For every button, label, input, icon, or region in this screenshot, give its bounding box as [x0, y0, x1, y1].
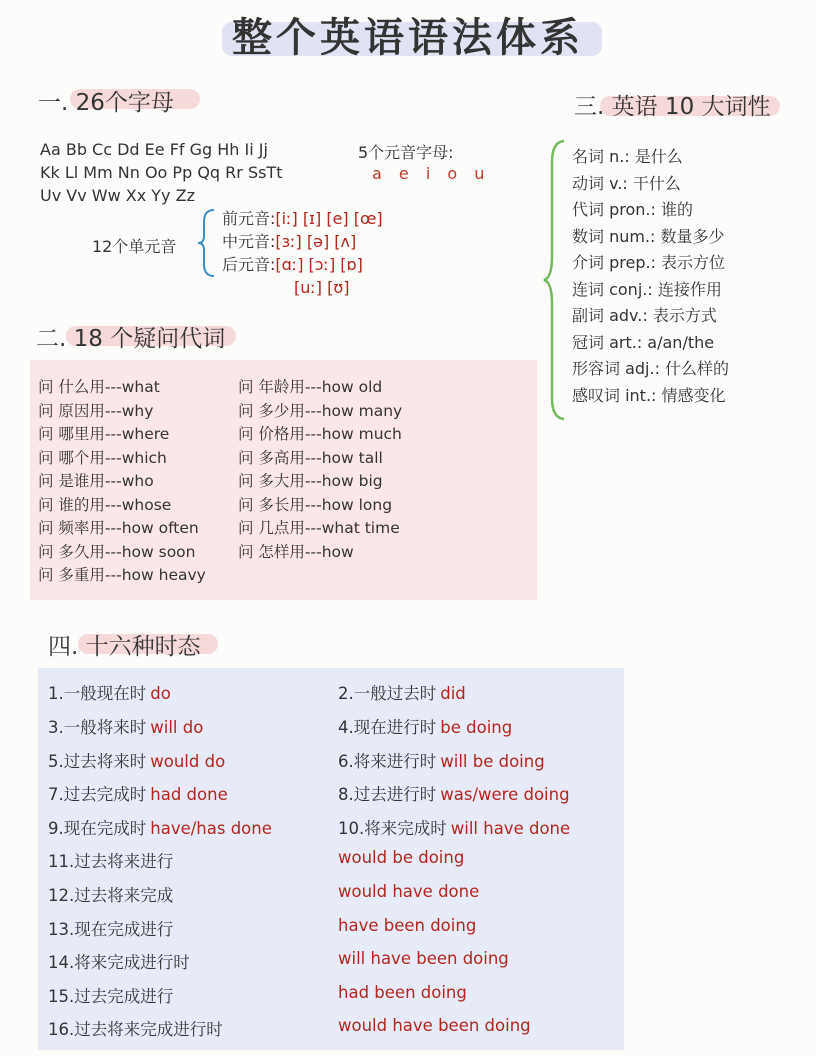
monophthong-brace	[196, 208, 218, 278]
alphabet-row: Aa Bb Cc Dd Ee Ff Gg Hh Ii Jj	[40, 140, 268, 159]
question-word: 问 多大用---how big	[238, 472, 383, 490]
pos-list	[572, 144, 729, 409]
monophthong-row: 后元音:[ɑː] [ɔː] [ɒ]	[222, 255, 363, 274]
tense-item: 3.一般将来时 will do	[48, 718, 204, 737]
pos-item: 代词 pron.: 谁的	[572, 200, 693, 219]
question-word: 问 多久用---how soon	[38, 542, 196, 561]
tense-name: 16.过去将来完成进行时	[48, 1020, 223, 1039]
tense-item: 9.现在完成时 have/has done	[48, 819, 272, 838]
tense-form: would have been doing	[338, 1016, 531, 1035]
tense-item: 2.一般过去时 did	[338, 684, 466, 703]
alphabet-row: Kk Ll Mm Nn Oo Pp Qq Rr SsTt	[40, 163, 283, 182]
question-word: 问 多高用---how tall	[238, 448, 383, 467]
question-word: 问 怎样用---how	[238, 542, 354, 561]
question-word: 问 是谁用---who	[38, 472, 154, 490]
pos-item: 名词 n.: 是什么	[572, 147, 683, 166]
question-word: 问 多长用---how long	[238, 495, 393, 514]
tense-name: 11.过去将来进行	[48, 852, 174, 871]
tense-form: have been doing	[338, 916, 477, 935]
question-word: 问 频率用---how often	[38, 519, 199, 537]
tense-name: 14.将来完成进行时	[48, 953, 190, 972]
vowel-letters: a e i o u	[372, 164, 491, 183]
tense-name: 15.过去完成进行	[48, 987, 174, 1006]
tense-form: would be doing	[338, 848, 465, 867]
tense-item: 7.过去完成时 had done	[48, 785, 228, 804]
page-title: 整个英语语法体系	[232, 15, 584, 61]
question-word: 问 多重用---how heavy	[38, 566, 206, 584]
tense-name: 13.现在完成进行	[48, 920, 174, 939]
pos-item: 副词 adv.: 表示方式	[572, 306, 717, 325]
question-word: 问 谁的用---whose	[38, 495, 172, 514]
pos-item: 动词 v.: 干什么	[572, 173, 681, 193]
tense-item: 8.过去进行时 was/were doing	[338, 785, 570, 804]
question-words-right	[238, 376, 402, 564]
question-words-left	[38, 376, 206, 588]
question-word: 问 哪里用---where	[38, 425, 170, 443]
tense-item: 4.现在进行时 be doing	[338, 718, 513, 737]
section-4-heading: 四. 十六种时态	[48, 634, 201, 660]
section-3-heading: 三. 英语 10 大词性	[574, 94, 771, 120]
monophthong-label: 12个单元音	[92, 237, 177, 256]
tense-item: 5.过去将来时 would do	[48, 752, 226, 771]
pos-item: 冠词 art.: a/an/the	[572, 332, 715, 352]
tense-item: 6.将来进行时 will be doing	[338, 752, 545, 771]
pos-item: 连词 conj.: 连接作用	[572, 279, 722, 299]
monophthong-row: 中元音:[ɜː] [ə] [ʌ]	[222, 232, 357, 251]
vowel-letters-label: 5个元音字母:	[358, 143, 454, 162]
pos-item: 介词 prep.: 表示方位	[572, 253, 726, 272]
pos-brace	[542, 138, 568, 422]
tense-form: will have been doing	[338, 949, 509, 968]
question-word: 问 价格用---how much	[238, 425, 402, 443]
question-word: 问 年龄用---how old	[238, 378, 383, 396]
question-word: 问 几点用---what time	[238, 519, 400, 537]
section-1-heading: 一. 26个字母	[38, 90, 174, 116]
monophthong-row: [uː] [ʊ]	[294, 278, 350, 297]
pos-item: 数词 num.: 数量多少	[572, 226, 725, 246]
section-2-heading: 二. 18 个疑问代词	[36, 326, 226, 352]
alphabet-block	[40, 138, 282, 207]
monophthong-list	[222, 207, 383, 299]
tense-form: would have done	[338, 882, 480, 901]
pos-item: 感叹词 int.: 情感变化	[572, 385, 726, 405]
question-word: 问 多少用---how many	[238, 401, 403, 420]
question-word: 问 原因用---why	[38, 401, 154, 420]
question-word: 问 哪个用---which	[38, 448, 167, 467]
pos-item: 形容词 adj.: 什么样的	[572, 359, 730, 378]
tense-item: 1.一般现在时 do	[48, 684, 171, 703]
tense-form: had been doing	[338, 983, 467, 1002]
monophthong-row: 前元音:[iː] [ɪ] [e] [œ]	[222, 209, 383, 228]
tense-name: 12.过去将来完成	[48, 886, 174, 905]
tense-item: 10.将来完成时 will have done	[338, 819, 571, 838]
question-word: 问 什么用---what	[38, 378, 160, 396]
alphabet-row: Uv Vv Ww Xx Yy Zz	[40, 186, 195, 205]
